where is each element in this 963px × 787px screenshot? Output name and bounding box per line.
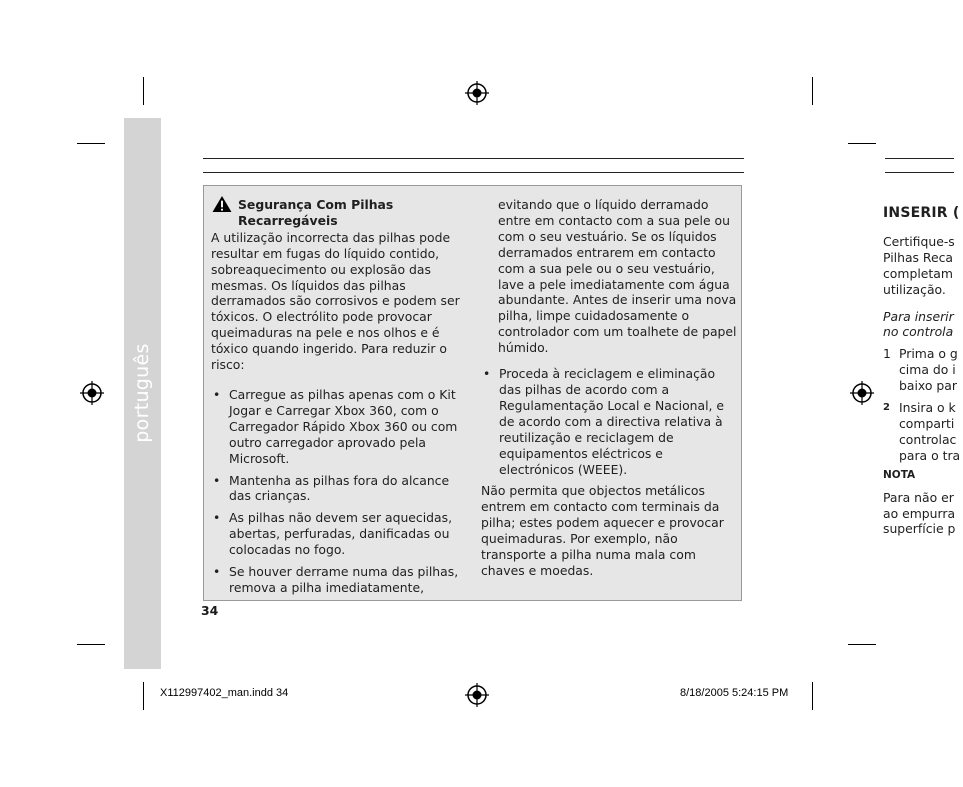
step-item	[883, 400, 963, 464]
text-line: cima do i	[899, 362, 956, 378]
bullet-list	[211, 387, 469, 596]
crop-mark	[77, 644, 105, 645]
crop-mark	[143, 77, 144, 105]
header-rule	[885, 172, 954, 173]
header-rule	[885, 158, 954, 159]
text-line: Pilhas Reca	[883, 249, 954, 265]
step-number: 1	[883, 346, 891, 362]
heading-line: Recarregáveis	[238, 212, 338, 228]
text-line: Para não er	[883, 489, 954, 505]
list-item: • Mantenha as pilhas fora do alcance das crianças.	[211, 473, 469, 505]
registration-mark-icon	[465, 81, 489, 105]
list-item: • Se houver derrame numa das pilhas, remova a pilha imediatamente,	[211, 564, 469, 596]
warning-icon	[211, 195, 233, 213]
footer-timestamp: 8/18/2005 5:24:15 PM	[680, 687, 789, 699]
text-line: Insira o k	[899, 400, 956, 416]
step-number: 2	[883, 402, 890, 414]
registration-mark-icon	[850, 381, 874, 405]
text-line: completam	[883, 265, 953, 281]
text-line: no controla	[883, 324, 954, 340]
header-rule	[203, 172, 744, 173]
text-line: superfície p	[883, 521, 956, 537]
step-item	[883, 346, 963, 394]
text-line: para o tra	[899, 447, 961, 463]
text-line: utilização.	[883, 281, 946, 297]
text-line: controlac	[899, 431, 957, 447]
crop-mark	[143, 682, 144, 710]
text-line: comparti	[899, 415, 955, 431]
registration-mark-icon	[465, 683, 489, 707]
panel-column-left	[211, 197, 469, 602]
crop-mark	[812, 682, 813, 710]
section-title: INSERIR (	[883, 205, 960, 221]
list-item: • Proceda à reciclagem e eliminação das pilhas de acordo com a Regulamentação Local e Nacional, e de acordo com a directiva relativa à reutilização e reciclagem de equipamentos eléctricos e electrónicos (WEEE).	[481, 366, 737, 477]
crop-mark	[848, 143, 876, 144]
list-item: • As pilhas não devem ser aquecidas, abertas, perfuradas, danificadas ou colocadas no fogo.	[211, 510, 469, 558]
bullet-continuation: evitando que o líquido derramado entre em contacto com a sua pele ou com o seu vestuário. Se os líquidos derramados entrarem em contacto com a sua pele ou o seu vestuário, lave a pele imediatamente com água abundante. Antes de inserir uma nova pilha, limpe cuidadosamente o controlador com um toalhete de papel húmido.	[498, 197, 737, 356]
closing-paragraph: Não permita que objectos metálicos entrem em contacto com terminais da pilha; estes podem aquecer e provocar queimaduras. Por exemplo, não transporte a pilha numa mala com chaves e moedas.	[481, 483, 724, 578]
crop-mark	[77, 143, 105, 144]
section-heading	[211, 197, 469, 229]
text-line: Prima o g	[899, 346, 958, 362]
crop-mark	[848, 644, 876, 645]
panel-column-right	[481, 197, 737, 579]
text-line: baixo par	[899, 378, 957, 394]
text-line: Certifique-s	[883, 233, 955, 249]
note-label: NOTA	[883, 468, 916, 481]
footer-filename: X112997402_man.indd 34	[160, 687, 289, 699]
heading-line: Segurança Com Pilhas	[238, 197, 394, 212]
crop-mark	[812, 77, 813, 105]
language-label: português	[131, 343, 153, 443]
list-item: • Carregue as pilhas apenas com o Kit Jogar e Carregar Xbox 360, com o Carregador Rápido Xbox 360 ou com outro carregador aprovado pela Microsoft.	[211, 387, 469, 467]
facing-page-excerpt	[883, 206, 963, 537]
header-rule	[203, 158, 744, 159]
registration-mark-icon	[80, 381, 104, 405]
text-line: ao empurra	[883, 505, 956, 521]
intro-paragraph: A utilização incorrecta das pilhas pode resultar em fugas do líquido contido, sobreaquecimento ou explosão das mesmas. Os líquidos das pilhas derramados são corrosivos e podem ser tóxicos. O electrólito pode provocar queimaduras na pele e nos olhos e é tóxico quando ingerido. Para reduzir o risco:	[211, 229, 460, 373]
page-number: 34	[201, 603, 219, 618]
text-line: Para inserir	[883, 308, 954, 324]
bullet-list	[481, 366, 737, 477]
